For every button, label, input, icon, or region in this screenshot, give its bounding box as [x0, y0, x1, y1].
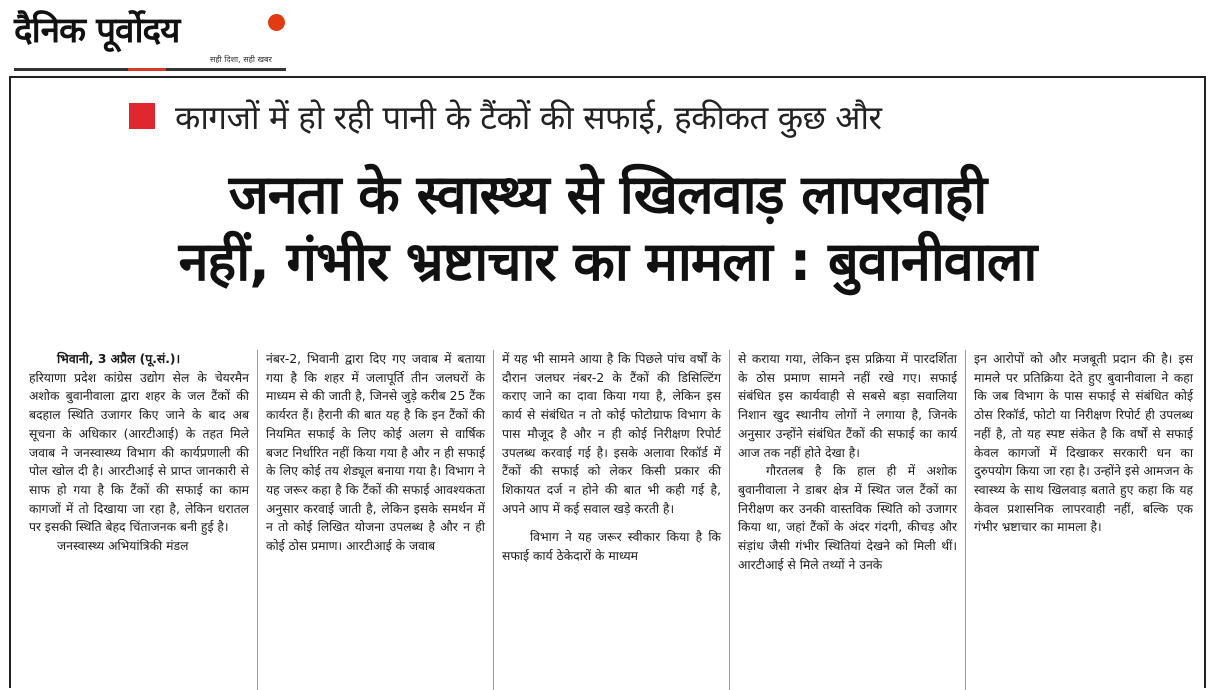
headline-line-1: जनता के स्वास्थ्य से खिलवाड़ लापरवाही — [228, 163, 987, 226]
column-4 — [729, 350, 965, 690]
paragraph: से कराया गया, लेकिन इस प्रक्रिया में पारदर्शिता के ठोस प्रमाण सामने नहीं रखे गए। सफाई संबंधित इस कार्यवाही से सबसे बड़ा सवालिया निशान खुद स्थानीय लोगों ने लगाया है, जिनके अनुसार उन्होंने संबंधित टैंकों की सफाई का कार्य आज तक नहीं होते देखा है। — [738, 352, 957, 460]
paragraph: नंबर-2, भिवानी द्वारा दिए गए जवाब में बताया गया है कि शहर में जलापूर्ति तीन जलघरों के माध्यम से की जाती है, जिनसे जुड़े करीब 25 टैंक कार्यरत हैं। हैरानी की बात यह है कि इन टैंकों की नियमित सफाई के लिए कोई अलग से वार्षिक बजट निर्धारित नहीं किया गया है और न ही सफाई के लिए कोई तय शेड्यूल बनाया गया है। विभाग ने यह जरूर कहा है कि टैंकों की सफाई आवश्यकता अनुसार करवाई जाती है, लेकिन इसके समर्थन में न तो कोई लिखित योजना उपलब्ध है और न ही कोई ठोस प्रमाण। आरटीआई के जवाब — [266, 352, 485, 554]
kicker — [129, 94, 881, 138]
paragraph: इन आरोपों को और मजबूती प्रदान की है। इस मामले पर प्रतिक्रिया देते हुए बुवानीवाला ने कहा कि जब विभाग के पास सफाई से संबंधित कोई ठोस रिकॉर्ड, फोटो या निरीक्षण रिपोर्ट ही उपलब्ध नहीं है, तो यह स्पष्ट संकेत है कि वर्षों से सफाई केवल कागजों में दिखाकर सरकारी धन का दुरुपयोग किया जा रहा है। उन्होंने इसे आमजन के स्वास्थ्य के साथ खिलवाड़ बताते हुए कहा कि यह केवल प्रशासनिक लापरवाही नहीं, बल्कि एक गंभीर भ्रष्टाचार का मामला है। — [974, 352, 1193, 535]
article-body — [21, 350, 1201, 690]
column-3 — [493, 350, 729, 690]
paragraph: गौरतलब है कि हाल ही में अशोक बुवानीवाला ने डाबर क्षेत्र में स्थित जल टैंकों का निरीक्षण कर उनकी वास्तविक स्थिति को उजागर किया था, जहां टैंकों के अंदर गंदगी, कीचड़ और संड़ांध जैसी गंभीर स्थितियां देखने को मिली थीं। आरटीआई से मिले तथ्यों ने उनके — [738, 464, 957, 572]
headline-line-2: नहीं, गंभीर भ्रष्टाचार का मामला : बुवानीवाला — [178, 230, 1037, 293]
newspaper-logo: दैनिक पूर्वोदय — [14, 11, 180, 51]
kicker-text: कागजों में हो रही पानी के टैंकों की सफाई, हकीकत कुछ और — [175, 97, 882, 137]
logo-tagline: सही दिशा, सही खबर — [210, 55, 272, 64]
dateline: भिवानी, 3 अप्रैल (पू.सं.)। — [57, 352, 181, 366]
column-1 — [21, 350, 257, 690]
paragraph: जनस्वास्थ्य अभियांत्रिकी मंडल — [57, 539, 189, 554]
headline — [11, 164, 1204, 293]
column-2 — [257, 350, 493, 690]
logo-dot-icon — [268, 14, 285, 31]
masthead — [14, 4, 286, 70]
column-5 — [965, 350, 1201, 690]
paragraph: हरियाणा प्रदेश कांग्रेस उद्योग सेल के चेयरमैन अशोक बुवानीवाला द्वारा शहर के जल टैंकों की बदहाल स्थिति उजागर किए जाने के बाद अब सूचना के अधिकार (आरटीआई) के तहत मिले जवाब ने जनस्वास्थ्य विभाग की कार्यप्रणाली की पोल खोल दी है। आरटीआई से प्राप्त जानकारी से साफ हो गया है कि टैंकों की सफाई का काम कागजों में तो दिखाया जा रहा है, लेकिन धरातल पर इसकी स्थिति बेहद चिंताजनक बनी हुई है। — [29, 370, 249, 535]
masthead-rule-accent — [128, 68, 166, 71]
paragraph: में यह भी सामने आया है कि पिछले पांच वर्षों के दौरान जलघर नंबर-2 के टैंकों की डिसिल्टिंग कराए जाने का दावा किया गया है, लेकिन इस कार्य से संबंधित न तो कोई फोटोग्राफ विभाग के पास मौजूद है और न ही कोई निरीक्षण रिपोर्ट उपलब्ध करवाई गई है। इसके अलावा रिकॉर्ड में टैंकों की सफाई को लेकर किसी प्रकार की शिकायत दर्ज न होने की बात भी कही गई है, अपने आप में कई सवाल खड़े करती है। — [502, 352, 721, 516]
red-square-icon — [129, 103, 155, 129]
paragraph: विभाग ने यह जरूर स्वीकार किया है कि सफाई कार्य ठेकेदारों के माध्यम — [502, 530, 721, 564]
news-clipping — [9, 76, 1206, 688]
